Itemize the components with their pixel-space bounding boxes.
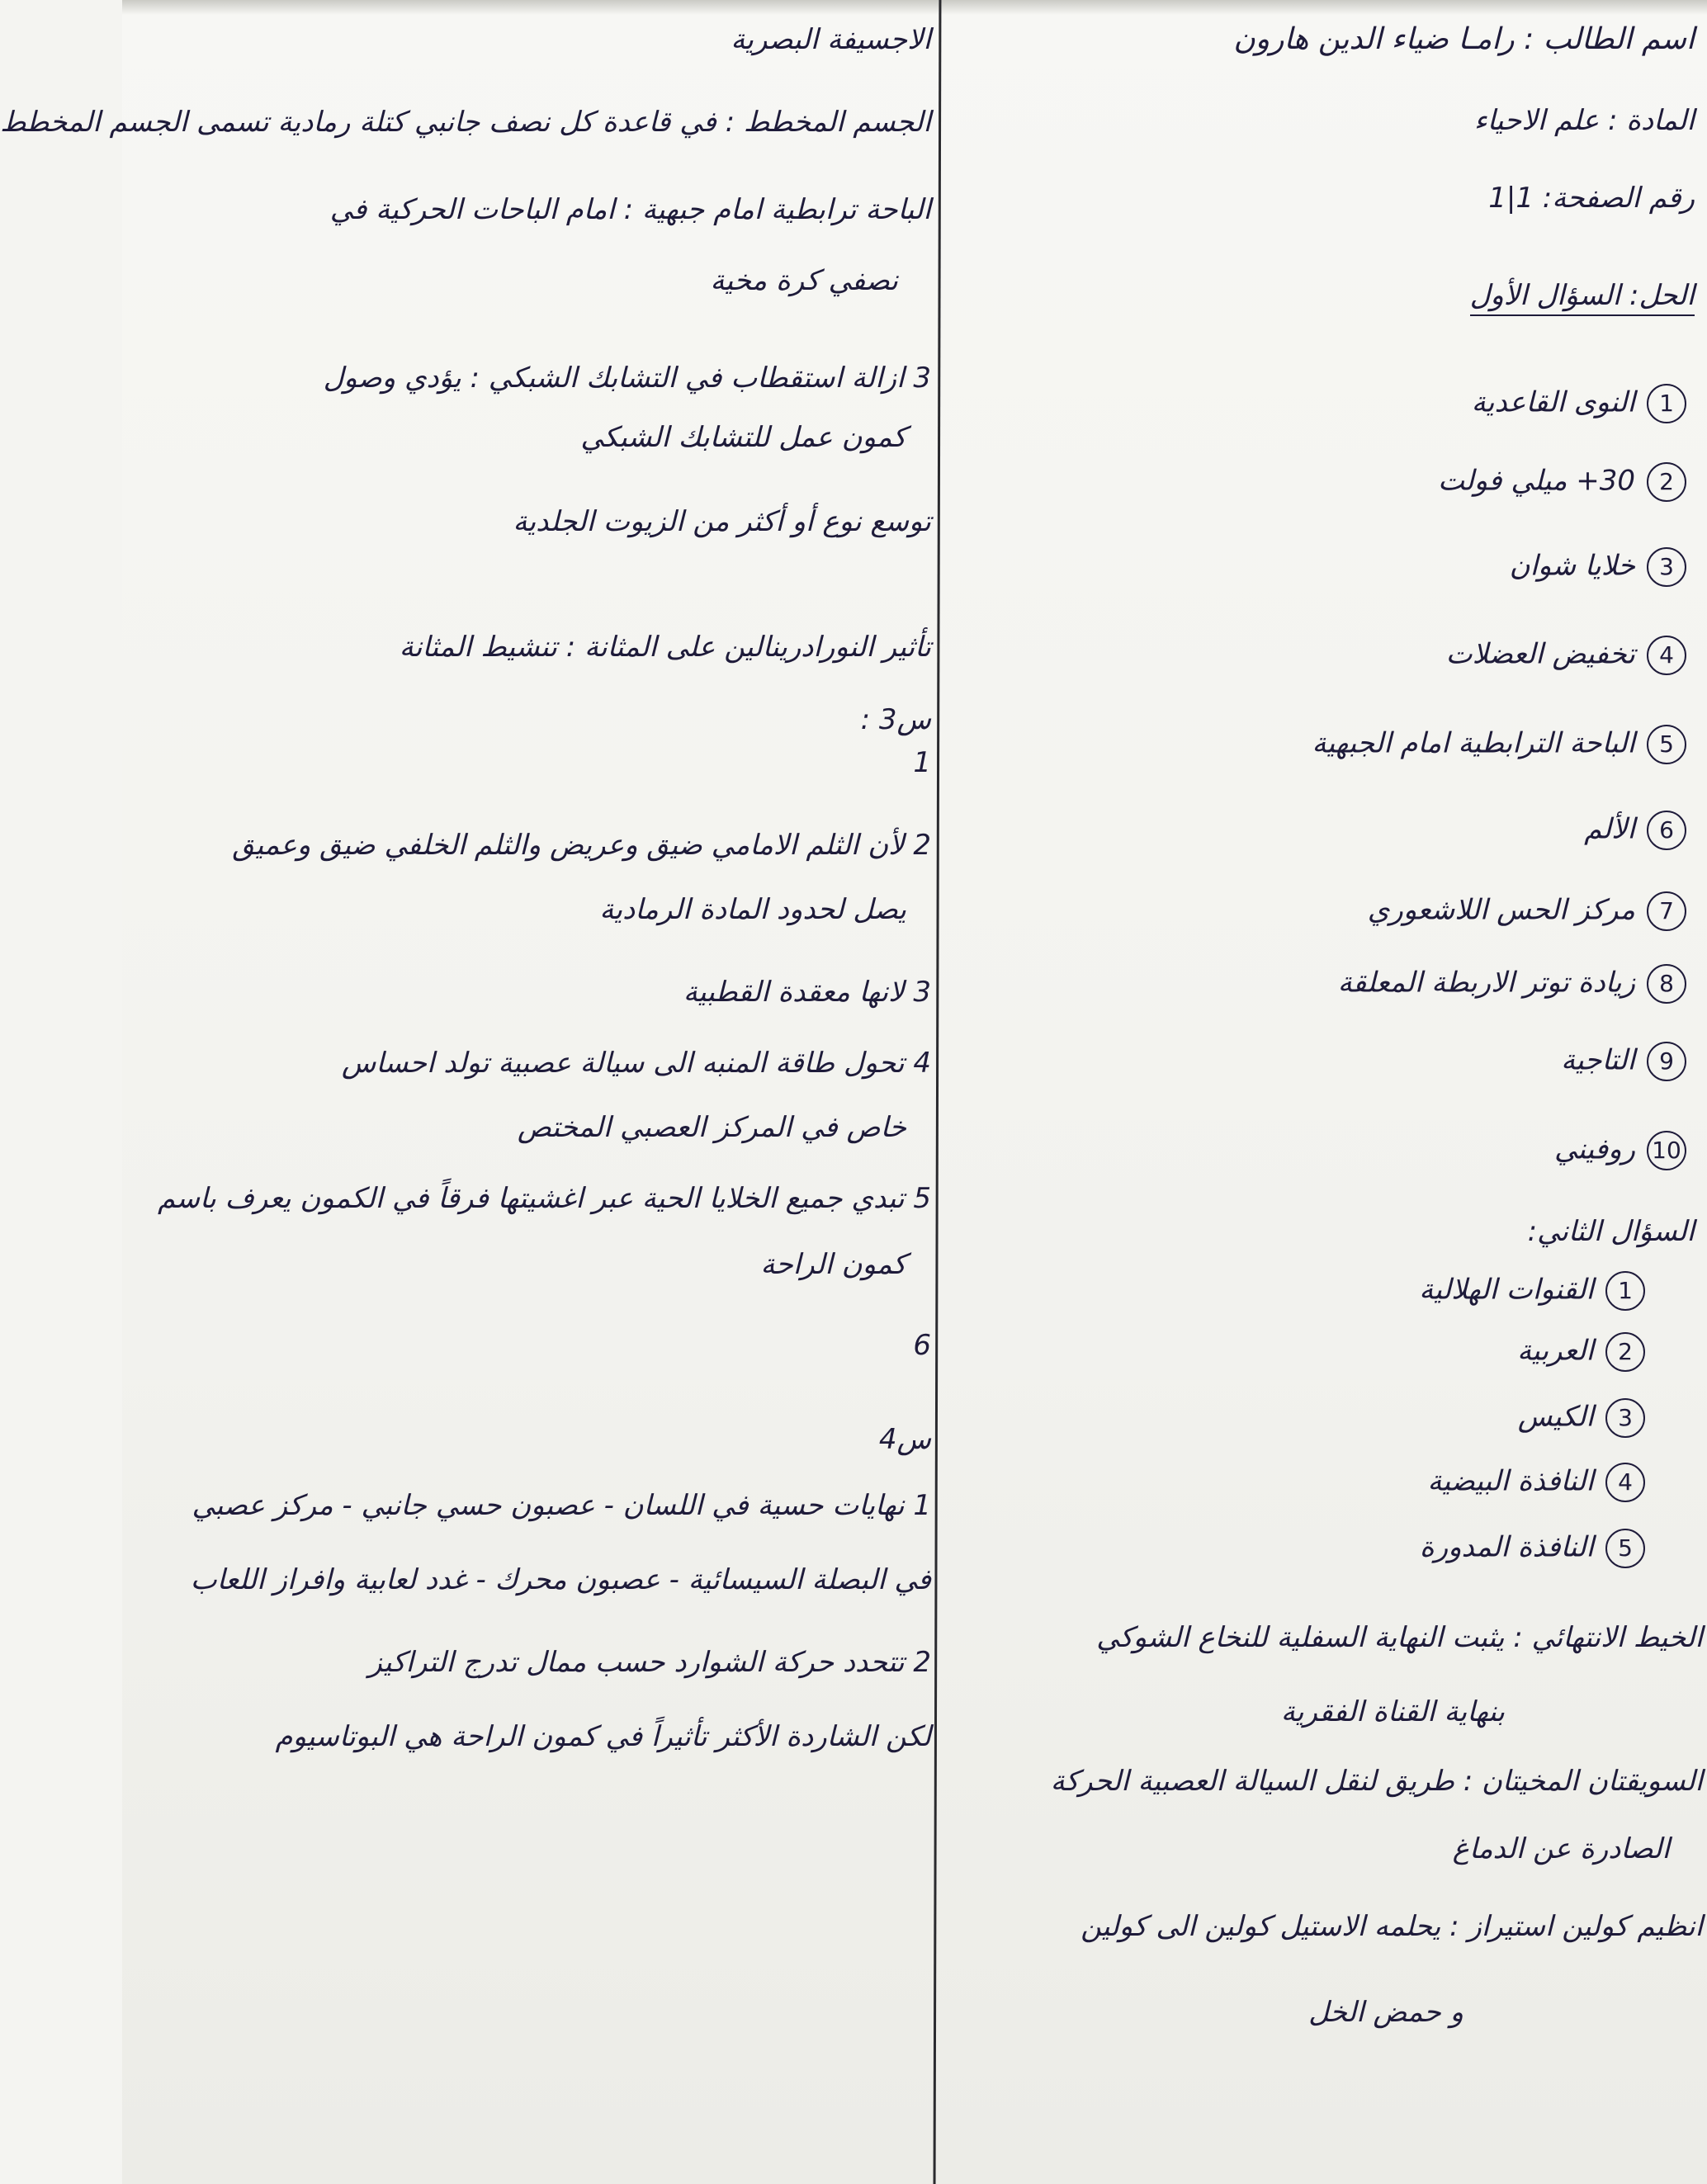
student-name: اسم الطالب : رامـا ضياء الدين هارون: [1233, 22, 1695, 56]
answer-text: روفيني: [1554, 1132, 1635, 1166]
answer-number: 3: [1605, 1398, 1645, 1438]
q1-answer-8: [1338, 964, 1686, 1004]
answer-text: الكيس: [1517, 1400, 1594, 1434]
q1-answer-5: [1312, 725, 1686, 764]
left-line-1: الاجسيفة البصرية: [731, 23, 931, 56]
answer-number: 5: [1647, 725, 1686, 764]
left-line-17: كمون الراحة: [760, 1248, 906, 1281]
answer-number: 2: [1647, 462, 1686, 502]
answer-text: الألم: [1584, 812, 1635, 846]
right-column: [948, 0, 1703, 2184]
q2-answer-2: [1517, 1332, 1645, 1372]
answer-number: 7: [1647, 891, 1686, 931]
left-line-15: خاص في المركز العصبي المختص: [517, 1111, 906, 1144]
q1-answer-9: [1561, 1042, 1686, 1081]
answer-text: التاجية: [1561, 1043, 1635, 1077]
answer-number: 1: [1647, 384, 1686, 423]
answer-number: 3: [1647, 547, 1686, 587]
q2-answer-5: [1420, 1529, 1645, 1568]
left-line-7: توسع نوع أو أكثر من الزيوت الجلدية: [513, 505, 931, 538]
left-line-19: س4: [878, 1423, 931, 1456]
q1-answer-3: [1510, 547, 1686, 587]
answer-text: الباحة الترابطية امام الجبهية: [1312, 726, 1635, 760]
note-line-3: السويقتان المخيتان : طريق لنقل السيالة العصبية الحركة: [1050, 1765, 1703, 1798]
left-line-12: يصل لحدود المادة الرمادية: [599, 893, 906, 926]
answer-number: 8: [1647, 964, 1686, 1004]
answer-text: النوى القاعدية: [1471, 385, 1635, 419]
left-line-10: 1: [913, 746, 931, 779]
q1-answer-1: [1472, 384, 1686, 423]
q2-answer-1: [1419, 1271, 1645, 1311]
answer-number: 6: [1647, 811, 1686, 850]
left-line-3: الباحة ترابطية امام جبهية : امام الباحات الحركية في: [329, 193, 931, 226]
answer-text: زيادة توتر الاربطة المعلقة: [1337, 966, 1635, 1000]
solution-q1-heading: الحل: السؤال الأول: [1470, 281, 1695, 316]
page-number-line: رقم الصفحة: 1|1: [1488, 182, 1695, 215]
q2-answer-4: [1428, 1463, 1645, 1502]
note-line-6: و حمض الخل: [1308, 1996, 1463, 2029]
answer-number: 10: [1647, 1131, 1686, 1170]
column-divider-line: [934, 0, 942, 2184]
note-line-5: انظيم كولين استيراز : يحلمه الاستيل كولين الى كولين: [1080, 1910, 1703, 1943]
answer-text: النافذة المدورة: [1419, 1530, 1594, 1564]
answer-text: القنوات الهلالية: [1419, 1273, 1594, 1307]
answer-text: العربية: [1517, 1334, 1594, 1368]
subject-line: المادة : علم الاحياء: [1473, 104, 1695, 137]
note-line-1: الخيط الانتهائي : يثبت النهاية السفلية للنخاع الشوكي: [1096, 1621, 1703, 1654]
left-line-18: 6: [913, 1329, 931, 1362]
left-line-8: تأثير النورادرينالين على المثانة : تنشيط المثانة: [399, 631, 931, 664]
left-line-22: 2 تتحدد حركة الشوارد حسب ممال تدرج التراكيز: [368, 1646, 931, 1679]
q2-answer-3: [1518, 1398, 1645, 1438]
answer-text: تخفيض العضلات: [1445, 637, 1635, 671]
q1-answer-2: [1438, 462, 1686, 502]
q1-answer-10: [1554, 1131, 1686, 1170]
answer-text: خلايا شوان: [1509, 549, 1635, 583]
answer-number: 4: [1647, 636, 1686, 675]
q1-answer-4: [1446, 636, 1686, 675]
left-line-16: 5 تبدي جميع الخلايا الحية عبر اغشيتها فرقاً في الكمون يعرف باسم: [157, 1182, 931, 1215]
left-line-14: 4 تحول طاقة المنبه الى سيالة عصبية تولد احساس: [341, 1047, 931, 1080]
q1-answer-6: [1584, 811, 1686, 850]
answer-text: النافذة البيضية: [1427, 1464, 1594, 1498]
left-line-23: لكن الشاردة الأكثر تأثيراً في كمون الراحة هي البوتاسيوم: [275, 1720, 931, 1753]
answer-number: 9: [1647, 1042, 1686, 1081]
left-line-13: 3 لانها معقدة القطبية: [683, 976, 931, 1009]
answer-number: 4: [1605, 1463, 1645, 1502]
note-line-4: الصادرة عن الدماغ: [1452, 1832, 1670, 1865]
q1-answer-7: [1368, 891, 1686, 931]
left-line-5: 3 ازالة استقطاب في التشابك الشبكي : يؤدي وصول: [323, 362, 931, 395]
left-line-20: 1 نهايات حسية في اللسان - عصبون حسي جانبي - مركز عصبي: [192, 1489, 931, 1522]
left-line-11: 2 لأن الثلم الامامي ضيق وعريض والثلم الخلفي ضيق وعميق: [232, 829, 931, 862]
note-line-2: بنهاية القناة الفقرية: [1280, 1695, 1505, 1728]
left-line-6: كمون عمل للتشابك الشبكي: [580, 421, 906, 454]
left-line-9: س3 :: [860, 703, 931, 736]
answer-number: 2: [1605, 1332, 1645, 1372]
left-line-4: نصفي كرة مخية: [710, 264, 898, 297]
left-line-21: في البصلة السيسائية - عصبون محرك - غدد لعابية وافراز اللعاب: [190, 1563, 931, 1596]
answer-number: 5: [1605, 1529, 1645, 1568]
answer-number: 1: [1605, 1271, 1645, 1311]
q2-heading: السؤال الثاني:: [1527, 1215, 1695, 1248]
answer-text: 30+ ميلي فولت: [1438, 464, 1635, 498]
answer-text: مركز الحس اللاشعوري: [1367, 893, 1635, 927]
left-line-2: الجسم المخطط : في قاعدة كل نصف جانبي كتلة رمادية تسمى الجسم المخطط: [0, 106, 931, 139]
